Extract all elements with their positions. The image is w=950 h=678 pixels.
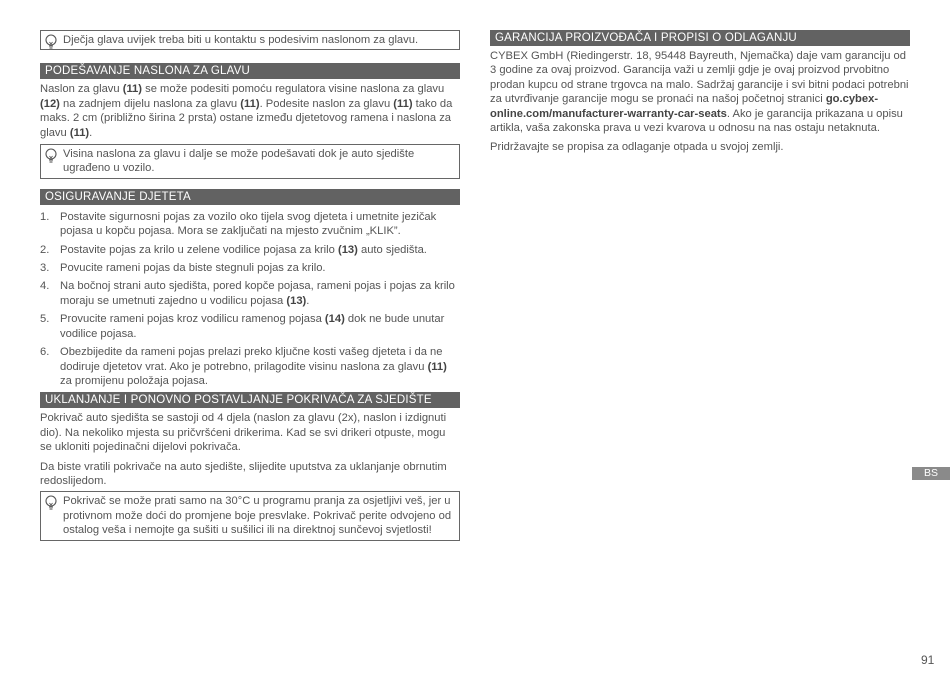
section-heading: GARANCIJA PROIZVOĐAČA I PROPISI O ODLAGANJU xyxy=(490,30,910,46)
list-item: 5. Provucite rameni pojas kroz vodilicu ramenog pojasa (14) dok ne bude unutar vodilice pojasa. xyxy=(40,313,445,340)
list-item: 6. Obezbijedite da rameni pojas prelazi preko ključne kosti vašeg djeteta i da ne dodiruje djetetov vrat. Ako je potrebno, prilagodite visinu naslona za glavu (11) za promijenu položaja pojasa. xyxy=(40,346,447,387)
lightbulb-icon xyxy=(44,34,58,50)
lightbulb-icon xyxy=(44,495,58,511)
list-item: 2. Postavite pojas za krilo u zelene vodilice pojasa za krilo (13) auto sjedišta. xyxy=(40,243,427,256)
left-column xyxy=(40,30,460,541)
paragraph: Pridržavajte se propisa za odlaganje otpada u svojoj zemlji. xyxy=(490,141,784,154)
list-number: 6. xyxy=(40,346,50,359)
lightbulb-icon xyxy=(44,148,58,164)
note-text: Dječja glava uvijek treba biti u kontaktu s podesivim naslonom za glavu. xyxy=(63,34,419,46)
list-item: 4. Na bočnoj strani auto sjedišta, pored kopče pojasa, rameni pojas i pojas za krilo moraju se umetnuti zajedno u vodilicu pojasa (13). xyxy=(40,280,455,307)
paragraph: Da biste vratili pokrivače na auto sjedište, slijedite uputstva za uklanjanje obrnutim redoslijedom. xyxy=(40,460,447,487)
list-number: 2. xyxy=(40,243,50,256)
info-note xyxy=(40,491,460,540)
section-heading: OSIGURAVANJE DJETETA xyxy=(40,189,460,205)
right-column xyxy=(490,30,910,160)
list-item: 3. Povucite rameni pojas da biste stegnuli pojas za krilo. xyxy=(40,262,326,275)
list-number: 5. xyxy=(40,313,50,326)
list-number: 3. xyxy=(40,262,50,275)
note-text: Pokrivač se može prati samo na 30°C u programu pranja za osjetljivi veš, jer u protivnom može doći do promjene boje presvlake. Pokrivač perite odvojeno od ostalog veša i nemojte ga sušiti u sušilici ili na direktnoj sunčevoj svjetlosti! xyxy=(63,495,452,537)
list-number: 1. xyxy=(40,210,50,223)
steps-list xyxy=(40,210,460,388)
section-heading: PODEŠAVANJE NASLONA ZA GLAVU xyxy=(40,63,460,79)
paragraph: Pokrivač auto sjedišta se sastoji od 4 djela (naslon za glavu (2x), naslon i izdignuti dio). Na nekoliko mjesta su pričvršćeni drikerima. Kad se svi drikeri otpuste, mogu se ukloniti pojedinačni dijelovi pokrivača. xyxy=(40,412,447,454)
list-item: 1. Postavite sigurnosni pojas za vozilo oko tijela svog djeteta i umetnite jezičak pojasa u kopču pojasa. Mora se zaključati na mjesto zvučnim „KLIK”. xyxy=(40,210,437,238)
language-tab: BS xyxy=(912,467,950,480)
paragraph: Naslon za glavu (11) se može podesiti pomoću regulatora visine naslona za glavu (12) na zadnjem dijelu naslona za glavu (11). Podesite naslon za glavu (11) tako da maks. 2 cm (približno širina 2 prsta) ostane između djetetovog ramena i naslona za glavu (11). xyxy=(40,83,453,139)
note-text: Visina naslona za glavu i dalje se može podešavati dok je auto sjedište ugrađeno u vozilo. xyxy=(63,148,415,175)
warranty-link[interactable]: go.cybex-online.com/manufacturer-warranty-car-seats xyxy=(490,93,879,120)
page-number: 91 xyxy=(921,653,935,667)
section-heading: UKLANJANJE I PONOVNO POSTAVLJANJE POKRIVAČA ZA SJEDIŠTE xyxy=(40,392,460,408)
info-note xyxy=(40,30,460,50)
list-number: 4. xyxy=(40,280,50,293)
info-note xyxy=(40,144,460,179)
paragraph: CYBEX GmbH (Riedingerstr. 18, 95448 Bayreuth, Njemačka) daje vam garanciju od 3 godine za ovaj proizvod. Garancija važi u zemlji gdje je ovaj proizvod prvobitno prodan kupcu od strane trgovca na malo. Sadržaj garancije i svi bitni podaci potrebni za utvrđivanje garancije mogu se pronaći na našoj početnoj stranici go.cybex-online.com/manufacturer-warranty-car-seats. Ako je garancija prikazana u opisu artikla, vaša zakonska prava u vezi kvarova u odnosu na nas ostaju netaknuta. xyxy=(490,50,909,135)
